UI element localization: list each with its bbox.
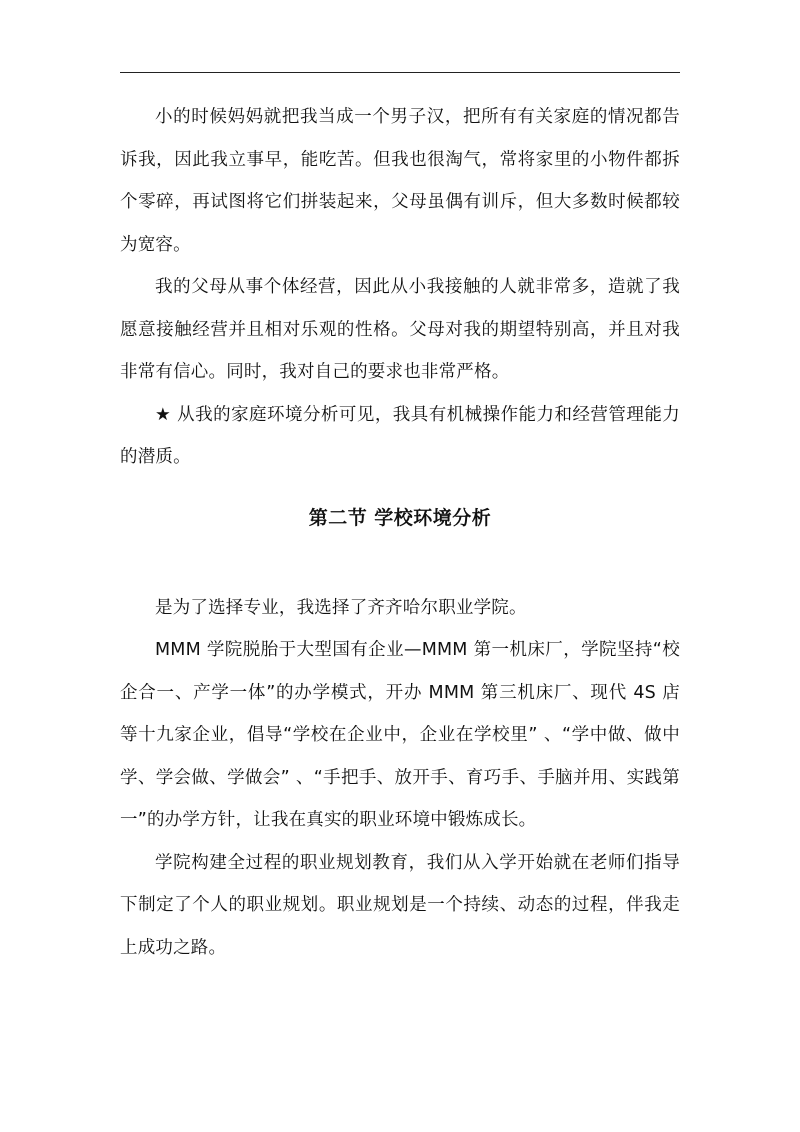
section-spacer [120, 545, 680, 587]
paragraph-career-planning: 学院构建全过程的职业规划教育，我们从入学开始就在老师们指导下制定了个人的职业规划。职业规划是一个持续、动态的过程，伴我走上成功之路。 [120, 852, 680, 958]
header-rule [120, 72, 680, 73]
paragraph-school-choice: 是为了选择专业，我选择了齐齐哈尔职业学院。 [155, 597, 527, 618]
paragraph-school-model: MMM 学院脱胎于大型国有企业—MMM 第一机床厂，学院坚持“校企合一、产学一体”的办学模式，开办 MMM 第三机床厂、现代 4S 店等十九家企业，倡导“学校在企业中，企业在学校里” 、“学中做、做中学、学会做、学做会” 、“手把手、放开手、育巧手、手脑并用、实践第一”的办学方针，让我在真实的职业环境中锻炼成长。 [120, 640, 680, 830]
paragraph-family-childhood: 小的时候妈妈就把我当成一个男子汉，把所有有关家庭的情况都告诉我，因此我立事早，能吃苦。但我也很淘气，常将家里的小物件都拆个零碎，再试图将它们拼装起来，父母虽偶有训斥，但大多数时候都较为宽容。 [120, 107, 680, 255]
document-body [120, 96, 680, 969]
paragraph-family-conclusion: ★ 从我的家庭环境分析可见，我具有机械操作能力和经营管理能力的潜质。 [120, 404, 680, 467]
paragraph-family-business: 我的父母从事个体经营，因此从小我接触的人就非常多，造就了我愿意接触经营并且相对乐观的性格。父母对我的期望特别高，并且对我非常有信心。同时，我对自己的要求也非常严格。 [120, 277, 680, 382]
section-heading-school-environment: 第二节 学校环境分析 [308, 506, 492, 529]
